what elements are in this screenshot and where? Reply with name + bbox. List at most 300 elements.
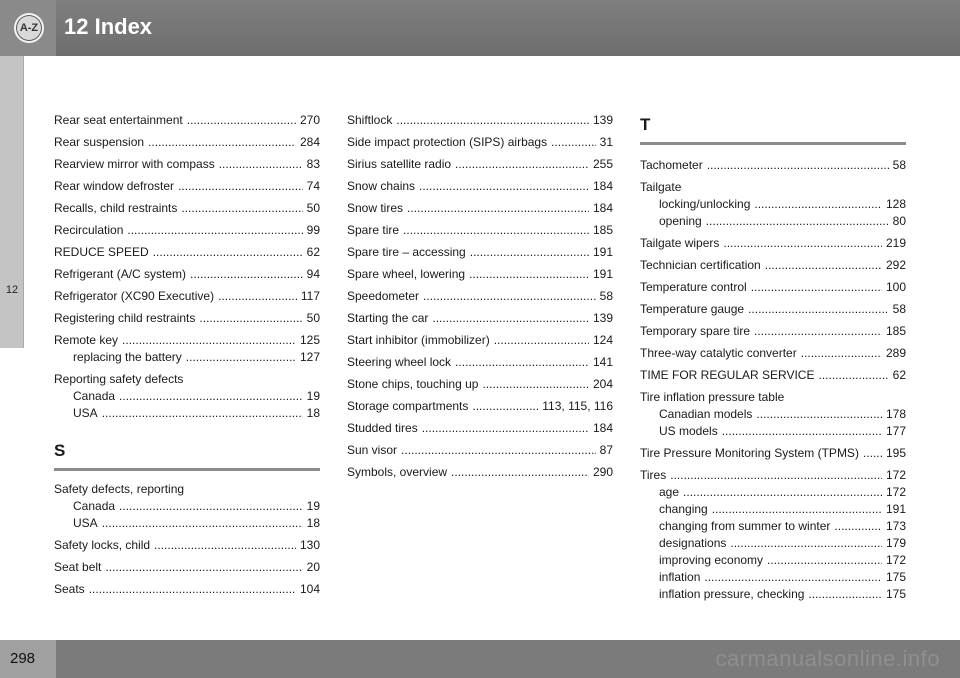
entry-page-ref[interactable]: 175 [885, 587, 906, 601]
index-entry-row [347, 398, 613, 415]
entry-term: Refrigerant (A/C system) [54, 267, 187, 281]
entry-page-ref[interactable]: 184 [592, 179, 613, 193]
entry-page-ref[interactable]: 87 [599, 443, 613, 457]
index-entry-row [640, 389, 906, 406]
index-entry [640, 279, 906, 296]
entry-page-ref[interactable]: 191 [592, 267, 613, 281]
dot-leader [801, 345, 882, 362]
entry-term: Steering wheel lock [347, 355, 452, 369]
chapter-tab [0, 56, 24, 348]
index-entry-row [347, 112, 613, 129]
entry-term: improving economy [659, 553, 764, 567]
entry-term: Sun visor [347, 443, 398, 457]
page-number: 298 [10, 650, 36, 667]
dot-leader [706, 213, 889, 230]
index-entry-row [54, 481, 320, 498]
dot-leader [469, 266, 589, 283]
entry-page-ref[interactable]: 18 [306, 406, 320, 420]
index-entry [54, 266, 320, 283]
dot-leader [818, 367, 888, 384]
entry-term: Tire Pressure Monitoring System (TPMS) [640, 446, 859, 460]
entry-page-ref[interactable]: 184 [592, 421, 613, 435]
entries-s-continued [347, 112, 613, 481]
index-entry-row [54, 537, 320, 554]
entry-term: Temperature control [640, 280, 747, 294]
index-entry [54, 178, 320, 195]
entry-page-ref[interactable]: 185 [592, 223, 613, 237]
index-entry-row [640, 157, 906, 174]
index-entry-row [640, 467, 906, 484]
entry-page-ref[interactable]: 18 [306, 516, 320, 530]
index-entry-row [54, 244, 320, 261]
entries-t [640, 157, 906, 603]
index-entry [347, 222, 613, 239]
entry-term: Registering child restraints [54, 311, 196, 325]
dot-leader [754, 196, 882, 213]
entry-term: USA [73, 406, 98, 420]
index-entry-row [640, 345, 906, 362]
entry-term: Safety defects, reporting [54, 482, 185, 496]
entry-term: Spare tire [347, 223, 400, 237]
dot-leader [181, 200, 302, 217]
index-subentry [640, 586, 906, 603]
index-subentry [54, 515, 320, 532]
index-entry [347, 134, 613, 151]
index-entry [347, 178, 613, 195]
entry-term: Stone chips, touching up [347, 377, 479, 391]
entry-term: Three-way catalytic converter [640, 346, 797, 360]
index-entry [54, 581, 320, 598]
index-entry [54, 244, 320, 261]
entry-page-ref[interactable]: 50 [306, 311, 320, 325]
index-entry-row [347, 222, 613, 239]
index-column-3 [640, 116, 906, 608]
entry-page-ref[interactable]: 284 [299, 135, 320, 149]
entry-page-ref[interactable]: 31 [599, 135, 613, 149]
entry-page-ref[interactable]: 50 [306, 201, 320, 215]
index-entry-row [54, 310, 320, 327]
dot-leader [472, 398, 538, 415]
page-title: 12 Index [64, 14, 153, 39]
entry-page-ref[interactable]: 113, 115, 116 [542, 399, 613, 413]
index-subentry [640, 484, 906, 501]
index-entry [640, 179, 906, 230]
index-entry-row [347, 266, 613, 283]
entry-term: designations [659, 536, 727, 550]
index-subentry [640, 501, 906, 518]
entry-term: Spare wheel, lowering [347, 267, 466, 281]
letter-section-s [54, 442, 320, 471]
dot-leader [199, 310, 302, 327]
entry-term: Tailgate [640, 180, 682, 194]
entry-term: Seats [54, 582, 85, 596]
entry-term: Remote key [54, 333, 119, 347]
index-entry [640, 157, 906, 174]
index-entry [54, 288, 320, 305]
index-entry-row [347, 332, 613, 349]
dot-leader [187, 112, 296, 129]
dot-leader [704, 569, 882, 586]
index-entry-row [54, 581, 320, 598]
entry-page-ref[interactable]: 117 [300, 289, 320, 303]
entry-page-ref[interactable]: 255 [592, 157, 613, 171]
entry-term: Rearview mirror with compass [54, 157, 215, 171]
entry-term: Symbols, overview [347, 465, 448, 479]
dot-leader [748, 301, 889, 318]
entry-page-ref[interactable]: 128 [885, 197, 906, 211]
index-subentry [640, 196, 906, 213]
index-entry-row [640, 279, 906, 296]
entry-page-ref[interactable]: 80 [892, 214, 906, 228]
dot-leader [154, 537, 296, 554]
page-header [0, 0, 960, 56]
entry-page-ref[interactable]: 58 [892, 158, 906, 172]
dot-leader [190, 266, 303, 283]
index-entry [54, 559, 320, 576]
header-badge-area [0, 0, 56, 56]
dot-leader [89, 581, 296, 598]
dot-leader [218, 288, 297, 305]
entry-page-ref[interactable]: 127 [299, 350, 320, 364]
entry-page-ref[interactable]: 179 [885, 536, 906, 550]
entry-page-ref[interactable]: 172 [885, 485, 906, 499]
letter-section-t [640, 116, 906, 145]
dot-leader [407, 200, 589, 217]
index-entry [54, 200, 320, 217]
index-entry [347, 200, 613, 217]
index-subentry [640, 406, 906, 423]
az-index-icon: A-Z [14, 13, 44, 43]
index-entry-row [640, 257, 906, 274]
entry-term: Spare tire – accessing [347, 245, 466, 259]
entry-term: Tailgate wipers [640, 236, 720, 250]
entry-page-ref[interactable]: 124 [592, 333, 613, 347]
entry-term: inflation [659, 570, 701, 584]
index-entry-row [347, 200, 613, 217]
entry-term: Snow tires [347, 201, 404, 215]
dot-leader [178, 178, 303, 195]
dot-leader [219, 156, 303, 173]
entry-page-ref[interactable]: 141 [592, 355, 613, 369]
entry-page-ref[interactable]: 100 [885, 280, 906, 294]
index-subentry [54, 498, 320, 515]
entry-page-ref[interactable]: 130 [299, 538, 320, 552]
index-entry [54, 481, 320, 532]
entry-term: changing from summer to winter [659, 519, 831, 533]
entry-term: Speedometer [347, 289, 420, 303]
index-entry-row [347, 310, 613, 327]
index-entry [347, 442, 613, 459]
entry-term: Studded tires [347, 421, 418, 435]
entry-term: Rear seat entertainment [54, 113, 183, 127]
entry-term: Tire inflation pressure table [640, 390, 785, 404]
entry-page-ref[interactable]: 175 [885, 570, 906, 584]
dot-leader [127, 222, 302, 239]
entry-term: Canada [73, 389, 116, 403]
entry-term: USA [73, 516, 98, 530]
entry-term: Recirculation [54, 223, 124, 237]
index-column-2 [347, 112, 613, 486]
section-letter: T [640, 115, 651, 134]
index-entry [347, 376, 613, 393]
entry-term: Reporting safety defects [54, 372, 184, 386]
section-rule [54, 468, 320, 471]
entry-term: Rear window defroster [54, 179, 175, 193]
section-letter: S [54, 441, 66, 460]
dot-leader [153, 244, 303, 261]
dot-leader [122, 332, 296, 349]
index-entry-row [54, 266, 320, 283]
dot-leader [102, 405, 303, 422]
entry-term: Shiftlock [347, 113, 393, 127]
entry-page-ref[interactable]: 62 [306, 245, 320, 259]
index-subentry [640, 569, 906, 586]
entry-term: Temperature gauge [640, 302, 745, 316]
index-entry [640, 301, 906, 318]
entry-page-ref[interactable]: 178 [885, 407, 906, 421]
entry-page-ref[interactable]: 94 [306, 267, 320, 281]
entry-page-ref[interactable]: 58 [599, 289, 613, 303]
entry-page-ref[interactable]: 139 [592, 113, 613, 127]
dot-leader [712, 501, 882, 518]
entry-term: Snow chains [347, 179, 416, 193]
page-number-area [0, 640, 56, 678]
entry-page-ref[interactable]: 292 [885, 258, 906, 272]
index-entry [347, 244, 613, 261]
index-entry-row [54, 178, 320, 195]
entry-page-ref[interactable]: 172 [885, 553, 906, 567]
dot-leader [470, 244, 589, 261]
index-entry [640, 257, 906, 274]
dot-leader [722, 423, 882, 440]
index-subentry [54, 388, 320, 405]
entry-term: TIME FOR REGULAR SERVICE [640, 368, 815, 382]
dot-leader [834, 518, 882, 535]
entry-page-ref[interactable]: 139 [592, 311, 613, 325]
entry-page-ref[interactable]: 184 [592, 201, 613, 215]
dot-leader [670, 467, 882, 484]
entry-term: Technician certification [640, 258, 761, 272]
dot-leader [756, 406, 882, 423]
index-entry [54, 222, 320, 239]
index-entry-row [54, 332, 320, 349]
index-entry-row [54, 200, 320, 217]
index-entry [347, 332, 613, 349]
dot-leader [403, 222, 589, 239]
entry-term: Recalls, child restraints [54, 201, 178, 215]
index-entry-row [54, 371, 320, 388]
index-subentry [54, 405, 320, 422]
index-entry-row [54, 134, 320, 151]
entry-page-ref[interactable]: 172 [885, 468, 906, 482]
index-entry [347, 112, 613, 129]
index-entry [640, 235, 906, 252]
chapter-tab-label: 12 [5, 284, 19, 296]
entry-page-ref[interactable]: 58 [892, 302, 906, 316]
dot-leader [105, 559, 302, 576]
entry-term: opening [659, 214, 702, 228]
index-entry [640, 323, 906, 340]
entries-s [54, 481, 320, 598]
entry-term: Start inhibitor (immobilizer) [347, 333, 490, 347]
dot-leader [455, 354, 589, 371]
dot-leader [723, 235, 882, 252]
index-subentry [640, 518, 906, 535]
index-entry-row [54, 156, 320, 173]
dot-leader [422, 420, 589, 437]
entry-term: Starting the car [347, 311, 429, 325]
entry-term: Rear suspension [54, 135, 145, 149]
index-entry [640, 445, 906, 462]
entry-page-ref[interactable]: 125 [299, 333, 320, 347]
index-entry-row [54, 288, 320, 305]
index-entry-row [54, 559, 320, 576]
entry-term: REDUCE SPEED [54, 245, 149, 259]
index-entry-row [347, 134, 613, 151]
index-entry-row [640, 367, 906, 384]
index-entry-row [640, 323, 906, 340]
index-entry-row [640, 235, 906, 252]
entry-term: Sirius satellite radio [347, 157, 452, 171]
index-entry-row [347, 442, 613, 459]
index-entry-row [347, 420, 613, 437]
entry-page-ref[interactable]: 177 [885, 424, 906, 438]
entry-term: US models [659, 424, 718, 438]
dot-leader [119, 388, 303, 405]
index-entry-row [347, 376, 613, 393]
index-subentry [54, 349, 320, 366]
section-rule [640, 142, 906, 145]
entry-page-ref[interactable]: 270 [299, 113, 320, 127]
index-entry-row [347, 156, 613, 173]
entry-term: Refrigerator (XC90 Executive) [54, 289, 215, 303]
entry-page-ref[interactable]: 195 [885, 446, 906, 460]
entry-page-ref[interactable]: 99 [306, 223, 320, 237]
dot-leader [730, 535, 882, 552]
entry-term: Tires [640, 468, 667, 482]
index-entry-row [640, 301, 906, 318]
index-entry [347, 310, 613, 327]
dot-leader [423, 288, 596, 305]
dot-leader [863, 445, 882, 462]
entry-page-ref[interactable]: 290 [592, 465, 613, 479]
entry-page-ref[interactable]: 83 [306, 157, 320, 171]
index-entry [54, 537, 320, 554]
page-footer [0, 640, 960, 678]
index-entry-row [347, 178, 613, 195]
entry-page-ref[interactable]: 19 [306, 389, 320, 403]
dot-leader [401, 442, 596, 459]
entry-page-ref[interactable]: 191 [592, 245, 613, 259]
dot-leader [683, 484, 882, 501]
dot-leader [808, 586, 882, 603]
entry-page-ref[interactable]: 173 [885, 519, 906, 533]
index-entry-row [347, 464, 613, 481]
index-entry [347, 156, 613, 173]
entry-term: Storage compartments [347, 399, 469, 413]
entry-term: Temporary spare tire [640, 324, 751, 338]
index-entry-row [347, 288, 613, 305]
dot-leader [451, 464, 589, 481]
index-entry [347, 266, 613, 283]
entry-page-ref[interactable]: 19 [306, 499, 320, 513]
entry-term: Canadian models [659, 407, 753, 421]
entry-term: Tachometer [640, 158, 703, 172]
index-entry [347, 288, 613, 305]
index-entry [640, 467, 906, 603]
index-entry [54, 156, 320, 173]
entry-page-ref[interactable]: 204 [592, 377, 613, 391]
index-entry [640, 345, 906, 362]
index-subentry [640, 213, 906, 230]
entry-page-ref[interactable]: 62 [892, 368, 906, 382]
dot-leader [765, 257, 882, 274]
entry-term: Safety locks, child [54, 538, 151, 552]
index-entry [54, 310, 320, 327]
index-entry [54, 112, 320, 129]
index-entry [54, 332, 320, 366]
entry-term: changing [659, 502, 708, 516]
index-entry [347, 354, 613, 371]
entry-term: locking/unlocking [659, 197, 751, 211]
index-subentry [640, 423, 906, 440]
entry-term: inflation pressure, checking [659, 587, 805, 601]
entry-page-ref[interactable]: 289 [885, 346, 906, 360]
index-entry [347, 420, 613, 437]
entry-page-ref[interactable]: 191 [885, 502, 906, 516]
dot-leader [119, 498, 303, 515]
dot-leader [551, 134, 596, 151]
dot-leader [455, 156, 589, 173]
index-entry [640, 389, 906, 440]
entry-term: replacing the battery [73, 350, 182, 364]
entry-page-ref[interactable]: 74 [306, 179, 320, 193]
entry-page-ref[interactable]: 185 [885, 324, 906, 338]
dot-leader [482, 376, 589, 393]
index-entry-row [54, 112, 320, 129]
dot-leader [494, 332, 589, 349]
index-entry [347, 464, 613, 481]
entry-page-ref[interactable]: 20 [306, 560, 320, 574]
entry-page-ref[interactable]: 219 [885, 236, 906, 250]
index-entry [347, 398, 613, 415]
dot-leader [102, 515, 303, 532]
index-entry-row [347, 244, 613, 261]
index-subentry [640, 552, 906, 569]
entry-term: Seat belt [54, 560, 102, 574]
entry-term: Canada [73, 499, 116, 513]
index-entry-row [640, 179, 906, 196]
dot-leader [432, 310, 589, 327]
index-entry [640, 367, 906, 384]
entries-r [54, 112, 320, 422]
entry-term: age [659, 485, 680, 499]
entry-term: Side impact protection (SIPS) airbags [347, 135, 548, 149]
dot-leader [751, 279, 882, 296]
dot-leader [148, 134, 296, 151]
index-entry-row [347, 354, 613, 371]
dot-leader [419, 178, 589, 195]
dot-leader [754, 323, 882, 340]
index-column-1 [54, 112, 320, 603]
entry-page-ref[interactable]: 104 [299, 582, 320, 596]
dot-leader [186, 349, 296, 366]
index-entry [54, 134, 320, 151]
dot-leader [767, 552, 882, 569]
watermark: carmanualsonline.info [715, 646, 940, 671]
index-entry-row [640, 445, 906, 462]
dot-leader [396, 112, 589, 129]
